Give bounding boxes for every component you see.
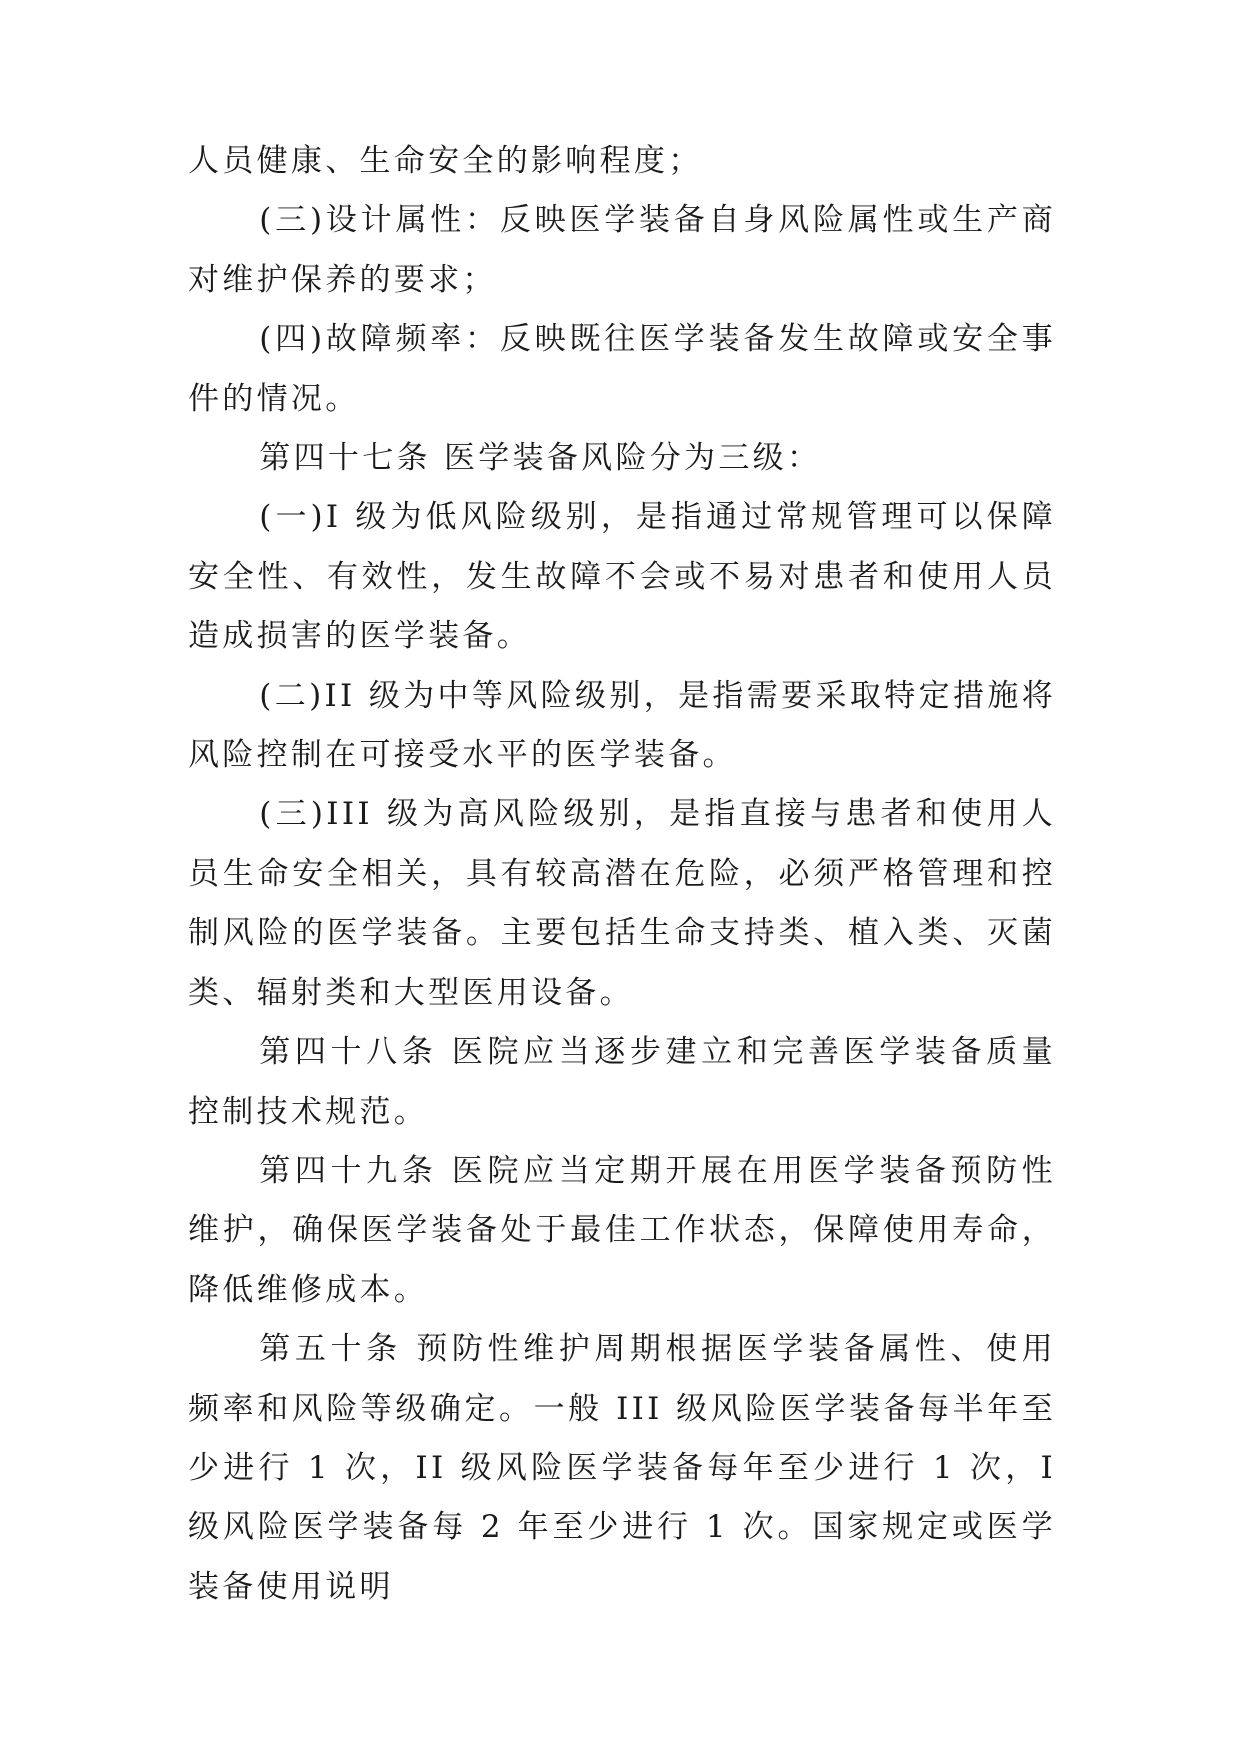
paragraph-design-attribute: (三)设计属性：反映医学装备自身风险属性或生产商对维护保养的要求； xyxy=(188,202,1056,298)
paragraph-article-49: 第四十九条 医院应当定期开展在用医学装备预防性维护，确保医学装备处于最佳工作状态，保障使用寿命，降低维修成本。 xyxy=(188,1152,1056,1308)
paragraph-article-50: 第五十条 预防性维护周期根据医学装备属性、使用频率和风险等级确定。一般 III 级风险医学装备每半年至少进行 1 次，II 级风险医学装备每年至少进行 1 次，I 级风险医学装备每 2 年至少进行 1 次。国家规定或医学装备使用说明 xyxy=(188,1331,1056,1605)
document-body xyxy=(188,132,1056,1617)
paragraph-level-1: (一)I 级为低风险级别，是指通过常规管理可以保障安全性、有效性，发生故障不会或不易对患者和使用人员造成损害的医学装备。 xyxy=(188,499,1056,655)
paragraph-failure-frequency: (四)故障频率：反映既往医学装备发生故障或安全事件的情况。 xyxy=(188,321,1056,417)
paragraph-level-2: (二)II 级为中等风险级别，是指需要采取特定措施将风险控制在可接受水平的医学装备。 xyxy=(188,677,1056,774)
paragraph-article-47: 第四十七条 医学装备风险分为三级： xyxy=(259,440,822,477)
paragraph-continuation: 人员健康、生命安全的影响程度； xyxy=(188,143,703,179)
paragraph-article-48: 第四十八条 医院应当逐步建立和完善医学装备质量控制技术规范。 xyxy=(188,1034,1056,1130)
paragraph-level-3: (三)III 级为高风险级别，是指直接与患者和使用人员生命安全相关，具有较高潜在危险，必须严格管理和控制风险的医学装备。主要包括生命支持类、植入类、灭菌类、辐射类和大型医用设备。 xyxy=(188,796,1056,1011)
